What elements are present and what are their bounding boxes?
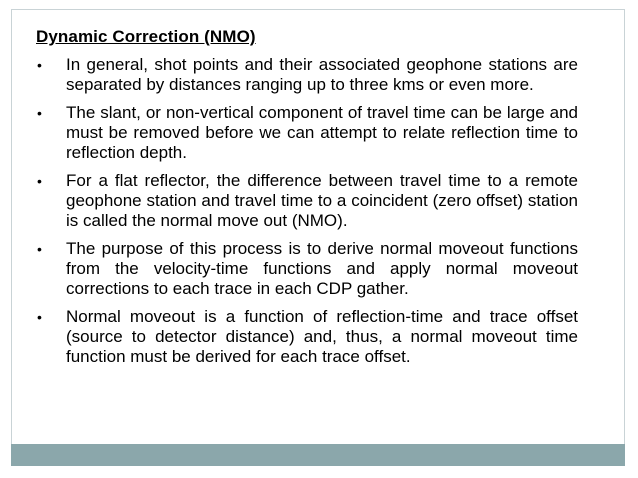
bullet-item [36, 307, 578, 367]
bullet-dot-icon: • [37, 241, 42, 257]
bullet-text: Normal moveout is a function of reflection-time and trace offset (source to detector distance) and, thus, a normal moveout time function must be derived for each trace offset. [66, 307, 578, 366]
slide-title: Dynamic Correction (NMO) [36, 27, 256, 46]
footer-bar [11, 444, 625, 466]
bullet-text: The purpose of this process is to derive normal moveout functions from the velocity-time functions and apply normal moveout corrections to each trace in each CDP gather. [66, 239, 578, 298]
bullet-text: For a flat reflector, the difference between travel time to a remote geophone station and travel time to a coincident (zero offset) station is called the normal move out (NMO). [66, 171, 578, 230]
bullet-item [36, 171, 578, 231]
bullet-list [36, 55, 578, 367]
bullet-item [36, 55, 578, 95]
bullet-dot-icon: • [37, 57, 42, 73]
bullet-dot-icon: • [37, 105, 42, 121]
bullet-dot-icon: • [37, 173, 42, 189]
bullet-dot-icon: • [37, 309, 42, 325]
bullet-text: The slant, or non-vertical component of travel time can be large and must be removed before we can attempt to relate reflection time to reflection depth. [66, 103, 578, 162]
bullet-item [36, 103, 578, 163]
bullet-item [36, 239, 578, 299]
bullet-text: In general, shot points and their associated geophone stations are separated by distances ranging up to three kms or even more. [66, 55, 578, 94]
slide-content [36, 27, 578, 375]
